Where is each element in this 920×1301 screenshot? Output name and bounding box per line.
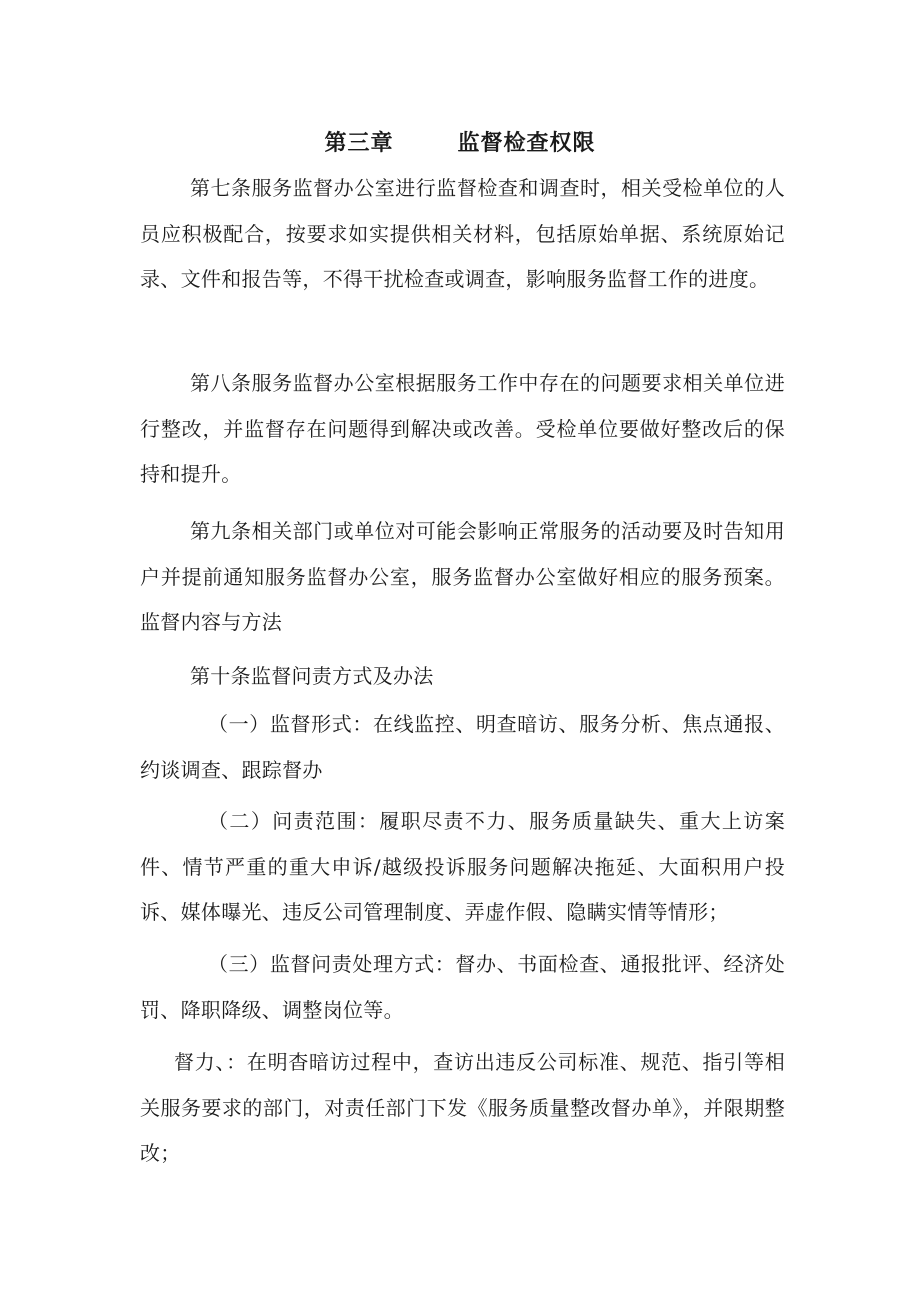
article-8-paragraph: 第八条服务监督办公室根据服务工作中存在的问题要求相关单位进行整改，并监督存在问题得到解决或改善。受检单位要做好整改后的保持和提升。 bbox=[140, 371, 785, 486]
chapter-title bbox=[0, 128, 920, 160]
chapter-name: 监督检查权限 bbox=[457, 131, 596, 156]
supervision-form-item: （一）监督形式：在线监控、明查暗访、服务分析、焦点通报、约谈调查、跟踪督办 bbox=[140, 712, 785, 782]
chapter-number: 第三章 bbox=[324, 131, 394, 156]
supervision-note-paragraph: 督力、：在明杳暗访过程中，查访出违反公司标准、规范、指引等相关服务要求的部门，对责任部门下发《服务质量整改督办单》，并限期整改； bbox=[140, 1050, 785, 1165]
handling-method-item: （三）监督问责处理方式：督办、书面检查、通报批评、经济处罚、降职降级、调整岗位等。 bbox=[140, 952, 785, 1022]
article-10-heading: 第十条监督问责方式及办法 bbox=[190, 664, 434, 688]
accountability-scope-item: （二）问责范围：履职尽责不力、服务质量缺失、重大上访案件、情节严重的重大申诉/越级投诉服务问题解决拖延、大面积用户投诉、媒体曝光、违反公司管理制度、弄虚作假、隐瞒实情等情形； bbox=[140, 809, 785, 924]
article-9-paragraph: 第九条相关部门或单位对可能会影响正常服务的活动要及时告知用户并提前通知服务监督办公室，服务监督办公室做好相应的服务预案。监督内容与方法 bbox=[140, 519, 785, 634]
article-7-paragraph: 第七条服务监督办公室进行监督检查和调查时，相关受检单位的人员应积极配合，按要求如实提供相关材料，包括原始单据、系统原始记录、文件和报告等，不得干扰检查或调查，影响服务监督工作的进度。 bbox=[140, 176, 785, 291]
